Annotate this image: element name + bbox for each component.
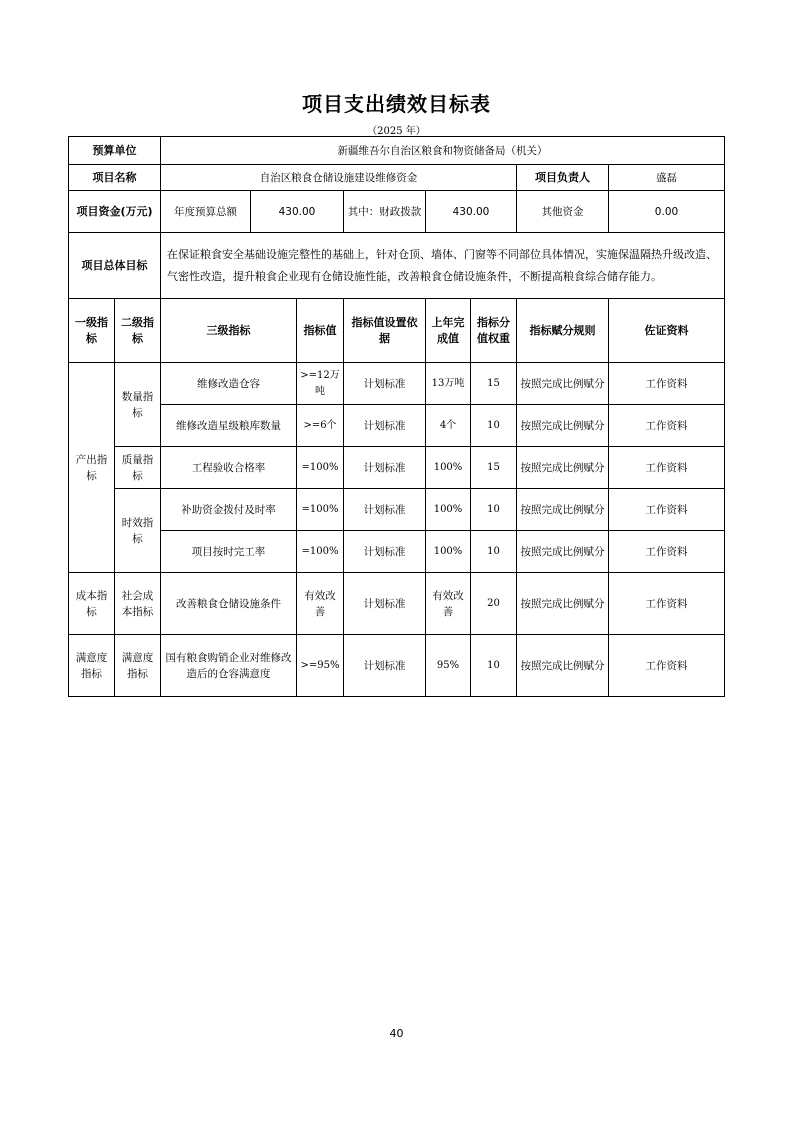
indicator-last-year: 13万吨 xyxy=(426,363,471,405)
header-row xyxy=(69,299,725,363)
level1-output: 产出指标 xyxy=(69,363,115,573)
indicator-basis: 计划标准 xyxy=(344,363,426,405)
table-row xyxy=(69,489,725,531)
indicator-weight: 10 xyxy=(471,635,517,697)
page-title: 项目支出绩效目标表 xyxy=(302,92,491,116)
header-value: 指标值 xyxy=(297,299,344,363)
indicator-value: >=12万吨 xyxy=(297,363,344,405)
indicator-basis: 计划标准 xyxy=(344,489,426,531)
budget-unit-value: 新疆维吾尔自治区粮食和物资储备局（机关） xyxy=(161,137,725,165)
project-leader-label: 项目负责人 xyxy=(517,165,609,191)
indicator-weight: 15 xyxy=(471,363,517,405)
project-name-row xyxy=(69,165,725,191)
table-row xyxy=(69,635,725,697)
overall-goal-text: 在保证粮食安全基础设施完整性的基础上，针对仓顶、墙体、门窗等不同部位具体情况，实施保温隔热升级改造、气密性改造，提升粮食企业现有仓储设施性能，改善粮食仓储设施条件，不断提高粮食综合储存能力。 xyxy=(161,233,725,299)
indicator-evidence: 工作资料 xyxy=(609,635,725,697)
level2-social-cost: 社会成本指标 xyxy=(115,573,161,635)
fiscal-allocation-label: 其中：财政拨款 xyxy=(344,191,426,233)
indicator-basis: 计划标准 xyxy=(344,573,426,635)
indicator-weight: 10 xyxy=(471,489,517,531)
indicator-name: 维修改造仓容 xyxy=(161,363,297,405)
indicator-name: 项目按时完工率 xyxy=(161,531,297,573)
indicator-basis: 计划标准 xyxy=(344,405,426,447)
header-basis: 指标值设置依据 xyxy=(344,299,426,363)
header-level2: 二级指标 xyxy=(115,299,161,363)
level1-satisfaction: 满意度指标 xyxy=(69,635,115,697)
header-rule: 指标赋分规则 xyxy=(517,299,609,363)
level2-timeliness: 时效指标 xyxy=(115,489,161,573)
indicator-last-year: 100% xyxy=(426,531,471,573)
indicator-basis: 计划标准 xyxy=(344,531,426,573)
other-funds-label: 其他资金 xyxy=(517,191,609,233)
indicator-weight: 10 xyxy=(471,531,517,573)
indicator-last-year: 4个 xyxy=(426,405,471,447)
overall-goal-row xyxy=(69,233,725,299)
table-row xyxy=(69,363,725,405)
header-last-year: 上年完成值 xyxy=(426,299,471,363)
indicator-name: 国有粮食购销企业对维修改造后的仓容满意度 xyxy=(161,635,297,697)
annual-budget-label: 年度预算总额 xyxy=(161,191,251,233)
table-row xyxy=(69,405,725,447)
fiscal-allocation-value: 430.00 xyxy=(426,191,517,233)
header-level3: 三级指标 xyxy=(161,299,297,363)
level2-satisfaction: 满意度指标 xyxy=(115,635,161,697)
indicator-rule: 按照完成比例赋分 xyxy=(517,573,609,635)
table-row xyxy=(69,573,725,635)
indicator-value: =100% xyxy=(297,531,344,573)
indicator-weight: 10 xyxy=(471,405,517,447)
indicator-evidence: 工作资料 xyxy=(609,363,725,405)
level1-cost: 成本指标 xyxy=(69,573,115,635)
project-name-value: 自治区粮食仓储设施建设维修资金 xyxy=(161,165,517,191)
indicator-name: 维修改造星级粮库数量 xyxy=(161,405,297,447)
indicator-last-year: 100% xyxy=(426,447,471,489)
indicator-last-year: 100% xyxy=(426,489,471,531)
other-funds-value: 0.00 xyxy=(609,191,725,233)
funds-row xyxy=(69,191,725,233)
project-leader-value: 盛磊 xyxy=(609,165,725,191)
overall-goal-label: 项目总体目标 xyxy=(69,233,161,299)
indicator-rule: 按照完成比例赋分 xyxy=(517,489,609,531)
header-level1: 一级指标 xyxy=(69,299,115,363)
level2-quantity: 数量指标 xyxy=(115,363,161,447)
year-label: （2025 年） xyxy=(367,126,426,137)
indicator-evidence: 工作资料 xyxy=(609,405,725,447)
page-number: 40 xyxy=(389,1027,404,1040)
indicator-rule: 按照完成比例赋分 xyxy=(517,363,609,405)
performance-table xyxy=(68,136,725,697)
indicator-name: 工程验收合格率 xyxy=(161,447,297,489)
indicator-basis: 计划标准 xyxy=(344,635,426,697)
indicator-evidence: 工作资料 xyxy=(609,489,725,531)
indicator-evidence: 工作资料 xyxy=(609,447,725,489)
indicator-weight: 20 xyxy=(471,573,517,635)
budget-unit-row xyxy=(69,137,725,165)
indicator-rule: 按照完成比例赋分 xyxy=(517,405,609,447)
indicator-last-year: 95% xyxy=(426,635,471,697)
budget-unit-label: 预算单位 xyxy=(69,137,161,165)
indicator-value: 有效改善 xyxy=(297,573,344,635)
indicator-evidence: 工作资料 xyxy=(609,531,725,573)
level2-quality: 质量指标 xyxy=(115,447,161,489)
table-row xyxy=(69,531,725,573)
indicator-value: >=6个 xyxy=(297,405,344,447)
indicator-evidence: 工作资料 xyxy=(609,573,725,635)
indicator-value: =100% xyxy=(297,489,344,531)
indicator-name: 改善粮食仓储设施条件 xyxy=(161,573,297,635)
header-weight: 指标分值权重 xyxy=(471,299,517,363)
indicator-rule: 按照完成比例赋分 xyxy=(517,531,609,573)
indicator-value: >=95% xyxy=(297,635,344,697)
project-name-label: 项目名称 xyxy=(69,165,161,191)
funds-label: 项目资金(万元) xyxy=(69,191,161,233)
indicator-weight: 15 xyxy=(471,447,517,489)
indicator-rule: 按照完成比例赋分 xyxy=(517,635,609,697)
indicator-rule: 按照完成比例赋分 xyxy=(517,447,609,489)
indicator-value: =100% xyxy=(297,447,344,489)
header-evidence: 佐证资料 xyxy=(609,299,725,363)
annual-budget-value: 430.00 xyxy=(251,191,344,233)
indicator-basis: 计划标准 xyxy=(344,447,426,489)
indicator-last-year: 有效改善 xyxy=(426,573,471,635)
table-row xyxy=(69,447,725,489)
indicator-name: 补助资金拨付及时率 xyxy=(161,489,297,531)
